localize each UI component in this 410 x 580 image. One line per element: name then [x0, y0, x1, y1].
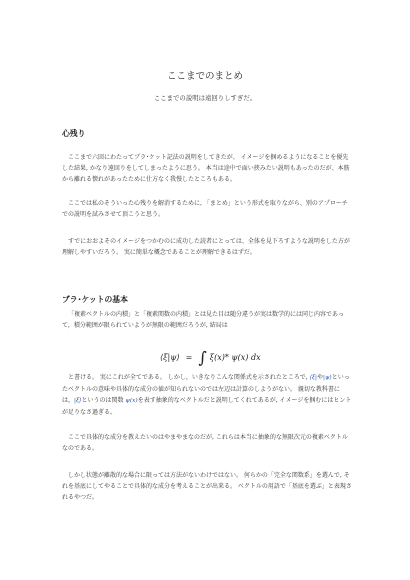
text-run: と書ける。 実にこれが全てである。 しかし，いきなりこんな関係式を示されたところで, — [68, 374, 310, 381]
text-run: といったベクトルの意味や具体的な成分の値が知られないのでは左辺は計算のしようがない。 親切な教科書には， — [62, 374, 350, 404]
ket-psi: |ψ⟩ — [323, 375, 332, 381]
ket-xi: |ξ⟩ — [74, 398, 82, 404]
formula-equals: = — [185, 353, 193, 362]
text-run: を表す抽象的なベクトルだと説明してくれてあるが, イメージを掴むにはヒントが足りなさ過ぎる。 — [62, 397, 352, 416]
paragraph: 「複素ベクトルの内積」と「複素関数の内積」とは見た目は随分違うが実は数学的には同じ内容であって，積分範囲が限られていようが無限の範囲だろうが, 結局は — [62, 311, 344, 329]
paragraph: すでにおおよそのイメージをつかむのに成功した読者にとっては、全体を見下ろすような説明をした方が理解しやすいだろう。 実に簡単な概念であることが理解できるはずだ。 — [62, 238, 350, 256]
formula-lhs: ⟨ξ|ψ⟩ — [160, 353, 180, 362]
page-subtitle: ここまでの説明は遠回りしすぎだ。 — [153, 94, 257, 102]
bra-xi: ⟨ξ| — [309, 375, 317, 381]
text-run: というのは関数 — [81, 397, 126, 404]
paragraph: ここで具体的な成分を教えたいのはやまやまなのだが, これらは本当に抽象的な無限次元の複素ベクトルなのである。 — [62, 434, 348, 452]
inner-product-formula — [160, 348, 261, 367]
paragraph: しかし状態が離散的な場合に限っては方法がないわけではない。 何らかの「完全な関数系」を選んで, それを基底にしてやることで具体的な成分を考えることが出来る。 ベクトルの用語で「基底を選ぶ」と表現されるやつだ。 — [62, 472, 352, 501]
section-heading-kokoro: 心残り — [62, 129, 86, 138]
integral-sign: ∫ — [198, 348, 207, 367]
formula-rhs: ξ(x)* ψ(x) dx — [209, 353, 261, 362]
paragraph: ここでは私のそういった心残りを解消するために, 「まとめ」という形式を取りながら、別のアプローチでの説明を試みさせて頂こうと思う。 — [62, 200, 348, 218]
paragraph: ここまで六回にわたってブラ･ケット記法の説明をしてきたが、 イメージを掴めるようになることを優先した結果, かなり遠回りをしてしまったように思う。 本当は途中で面い挟みたい説明もあったのだが、本筋から離れる懐れがあったために仕方なく我慢したところもある。 — [62, 154, 350, 183]
page-title: ここまでのまとめ — [166, 71, 243, 82]
text-run: や — [317, 374, 324, 381]
section-heading-braket: ブラ･ケットの基本 — [62, 295, 128, 304]
paragraph — [62, 372, 352, 418]
function-psi: ψ(x) — [125, 398, 138, 404]
